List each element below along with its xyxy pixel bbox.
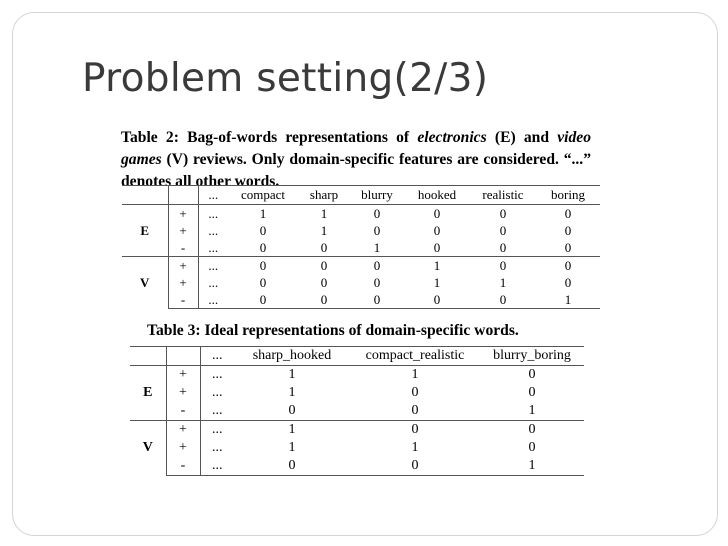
sign-cell: + — [168, 205, 198, 223]
group-label: V — [122, 257, 168, 309]
table3-header-row — [130, 347, 584, 366]
value-cell: 1 — [536, 291, 600, 309]
table2-caption-italic: electronics — [417, 129, 487, 146]
table-row — [130, 366, 584, 385]
value-cell: 1 — [499, 274, 507, 290]
table2-header-cell: hooked — [404, 186, 470, 205]
value-cell: 1 — [228, 205, 298, 223]
sign-cell: + — [168, 257, 198, 275]
dots-cell: ... — [198, 291, 228, 309]
value-cell: 0 — [350, 421, 480, 440]
value-cell: 0 — [564, 222, 572, 238]
value-cell: 1 — [234, 366, 350, 385]
value-cell: 0 — [288, 403, 296, 418]
table-row — [122, 205, 600, 223]
table3-header-cell: ... — [200, 347, 234, 366]
table2-caption-part: (V) reviews. Only domain-specific features are considered. “...” denotes all other words. — [121, 151, 591, 190]
sign-cell: + — [166, 421, 200, 440]
sign-cell: - — [168, 291, 198, 309]
value-cell: 0 — [564, 274, 572, 290]
table2-header-row — [122, 186, 600, 205]
value-cell: 1 — [433, 274, 441, 290]
dots-cell: ... — [212, 440, 223, 455]
value-cell: 0 — [259, 239, 267, 255]
value-cell: 0 — [470, 291, 536, 309]
table3-corner-cell — [130, 347, 166, 366]
table2-header-cell: realistic — [470, 186, 536, 205]
dots-cell: ... — [208, 222, 219, 238]
value-cell: 0 — [480, 421, 584, 440]
value-cell: 1 — [411, 440, 419, 455]
table3-header-cell: sharp_hooked — [234, 347, 350, 366]
table3-corner-cell — [166, 347, 200, 366]
value-cell: 0 — [404, 205, 470, 223]
table2-header-cell: ... — [198, 186, 228, 205]
dots-cell: ... — [200, 421, 234, 440]
value-cell: 1 — [288, 440, 296, 455]
value-cell: 0 — [499, 222, 507, 238]
value-cell: 0 — [298, 291, 350, 309]
sign-cell: + — [168, 222, 198, 239]
value-cell: 0 — [528, 385, 536, 400]
table-row — [122, 239, 600, 257]
group-label: E — [122, 205, 168, 257]
dots-cell: ... — [200, 366, 234, 385]
table2-caption-part: Table 2: Bag-of-words representations of — [121, 129, 418, 146]
value-cell: 1 — [404, 257, 470, 275]
table2-caption — [121, 127, 591, 193]
dots-cell: ... — [198, 257, 228, 275]
sign-cell: - — [166, 457, 200, 476]
value-cell: 0 — [350, 257, 404, 275]
table2-caption-italic: video games — [121, 129, 592, 168]
table2-corner-cell — [168, 186, 198, 205]
value-cell: 0 — [536, 257, 600, 275]
value-cell: 1 — [350, 366, 480, 385]
value-cell: 0 — [228, 291, 298, 309]
value-cell: 0 — [350, 205, 404, 223]
value-cell: 0 — [259, 274, 267, 290]
value-cell: 0 — [433, 222, 441, 238]
value-cell: 1 — [480, 457, 584, 476]
sign-cell: - — [166, 402, 200, 421]
value-cell: 0 — [433, 239, 441, 255]
value-cell: 0 — [350, 291, 404, 309]
value-cell: 1 — [320, 222, 328, 238]
value-cell: 0 — [298, 257, 350, 275]
table2-header-cell: compact — [228, 186, 298, 205]
value-cell: 0 — [320, 239, 328, 255]
table-row — [130, 402, 584, 421]
value-cell: 0 — [536, 205, 600, 223]
table2-header-cell: boring — [536, 186, 600, 205]
value-cell: 0 — [350, 457, 480, 476]
dots-cell: ... — [212, 385, 223, 400]
table-row — [122, 222, 600, 239]
table3-caption: Table 3: Ideal representations of domain-specific words. — [147, 322, 519, 339]
table-row — [130, 439, 584, 457]
table2-corner-cell — [122, 186, 168, 205]
table-row — [130, 384, 584, 402]
group-label: E — [130, 366, 166, 421]
value-cell: 0 — [411, 385, 419, 400]
table2-header-cell: blurry — [350, 186, 404, 205]
value-cell: 0 — [411, 403, 419, 418]
table-row — [122, 257, 600, 275]
table-row — [130, 421, 584, 440]
table3-header-cell: compact_realistic — [350, 347, 480, 366]
table3 — [130, 346, 584, 476]
table2 — [122, 185, 600, 309]
value-cell: 0 — [320, 274, 328, 290]
value-cell: 0 — [373, 222, 381, 238]
table-row — [122, 291, 600, 309]
value-cell: 1 — [288, 385, 296, 400]
value-cell: 1 — [528, 403, 536, 418]
table-row — [130, 457, 584, 476]
dots-cell: ... — [200, 457, 234, 476]
dots-cell: ... — [212, 403, 223, 418]
value-cell: 0 — [528, 440, 536, 455]
value-cell: 0 — [404, 291, 470, 309]
value-cell: 0 — [499, 239, 507, 255]
value-cell: 0 — [470, 257, 536, 275]
value-cell: 0 — [373, 274, 381, 290]
dots-cell: ... — [198, 205, 228, 223]
value-cell: 0 — [470, 205, 536, 223]
value-cell: 0 — [234, 457, 350, 476]
table-row — [122, 274, 600, 291]
value-cell: 1 — [234, 421, 350, 440]
sign-cell: - — [168, 239, 198, 257]
value-cell: 1 — [298, 205, 350, 223]
value-cell: 0 — [259, 222, 267, 238]
sign-cell: + — [166, 366, 200, 385]
table2-caption-part: (E) and — [486, 129, 558, 146]
table3-header-cell: blurry_boring — [480, 347, 584, 366]
sign-cell: + — [168, 274, 198, 291]
value-cell: 0 — [228, 257, 298, 275]
table2-header-cell: sharp — [298, 186, 350, 205]
sign-cell: + — [166, 384, 200, 402]
slide-title: Problem setting(2/3) — [82, 56, 489, 101]
value-cell: 1 — [373, 239, 381, 255]
sign-cell: + — [166, 439, 200, 457]
dots-cell: ... — [208, 239, 219, 255]
dots-cell: ... — [208, 274, 219, 290]
value-cell: 0 — [564, 239, 572, 255]
value-cell: 0 — [480, 366, 584, 385]
group-label: V — [130, 421, 166, 476]
